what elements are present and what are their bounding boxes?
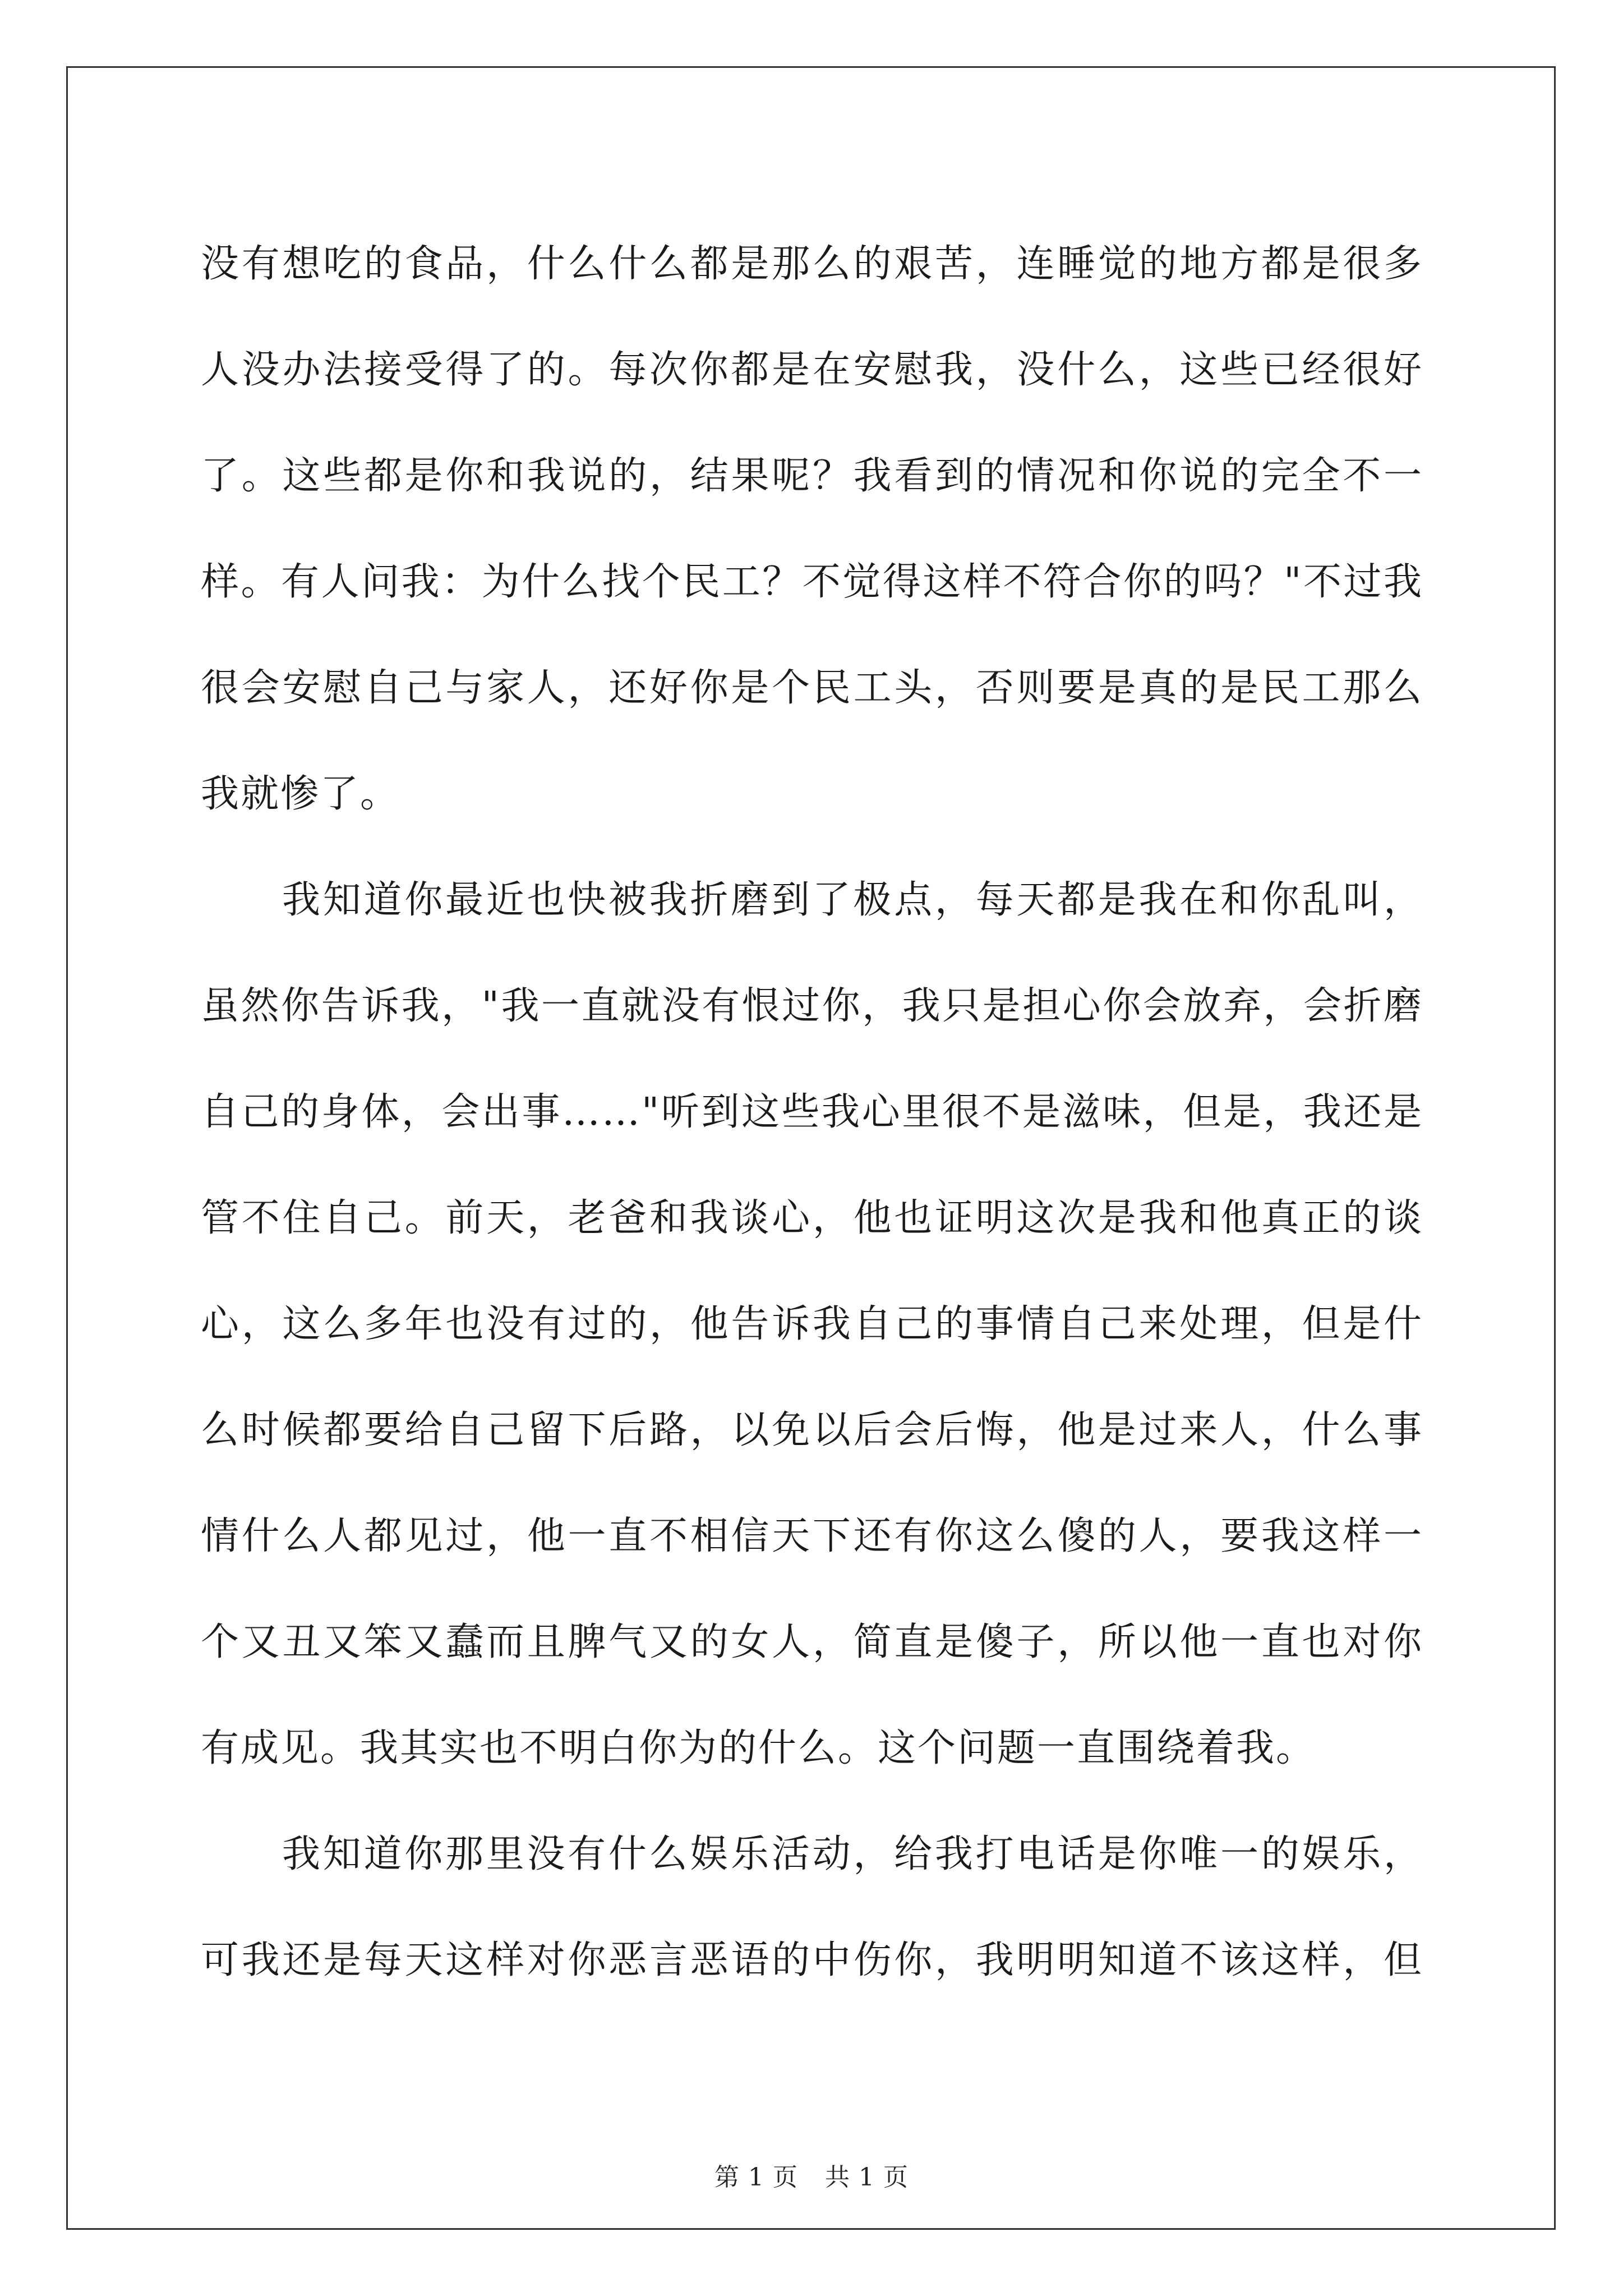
document-body bbox=[201, 211, 1423, 2013]
text-line: 可我还是每天这样对你恶言恶语的中伤你，我明明知道不该这样，但 bbox=[201, 1938, 1423, 1982]
page-total: 共 1 页 bbox=[825, 2163, 909, 2192]
text-line: 么时候都要给自己留下后路，以免以后会后悔，他是过来人，什么事 bbox=[201, 1408, 1423, 1452]
text-line: 我就惨了。 bbox=[201, 772, 400, 816]
text-line: 心，这么多年也没有过的，他告诉我自己的事情自己来处理，但是什 bbox=[201, 1302, 1423, 1346]
text-line: 虽然你告诉我，"我一直就没有恨过你，我只是担心你会放弃，会折磨 bbox=[201, 984, 1423, 1028]
text-line: 样。有人问我：为什么找个民工？不觉得这样不符合你的吗？"不过我 bbox=[201, 560, 1423, 604]
text-line: 有成见。我其实也不明白你为的什么。这个问题一直围绕着我。 bbox=[201, 1726, 1316, 1770]
text-line: 管不住自己。前天，老爸和我谈心，他也证明这次是我和他真正的谈 bbox=[201, 1196, 1423, 1240]
text-line: 人没办法接受得了的。每次你都是在安慰我，没什么，这些已经很好 bbox=[201, 348, 1423, 392]
text-line: 我知道你那里没有什么娱乐活动，给我打电话是你唯一的娱乐， bbox=[282, 1832, 1423, 1876]
page-number: 第 1 页 bbox=[714, 2163, 798, 2192]
text-line: 情什么人都见过，他一直不相信天下还有你这么傻的人，要我这样一 bbox=[201, 1514, 1423, 1558]
text-line: 自己的身体，会出事……"听到这些我心里很不是滋味，但是，我还是 bbox=[201, 1090, 1423, 1134]
text-line: 了。这些都是你和我说的，结果呢？我看到的情况和你说的完全不一 bbox=[201, 454, 1423, 498]
page-footer bbox=[0, 2157, 1623, 2193]
text-line: 个又丑又笨又蠢而且脾气又的女人，简直是傻子，所以他一直也对你 bbox=[201, 1620, 1423, 1664]
text-line: 我知道你最近也快被我折磨到了极点，每天都是我在和你乱叫， bbox=[282, 878, 1423, 922]
text-line: 很会安慰自己与家人，还好你是个民工头，否则要是真的是民工那么 bbox=[201, 666, 1423, 710]
text-line: 没有想吃的食品，什么什么都是那么的艰苦，连睡觉的地方都是很多 bbox=[201, 242, 1423, 286]
